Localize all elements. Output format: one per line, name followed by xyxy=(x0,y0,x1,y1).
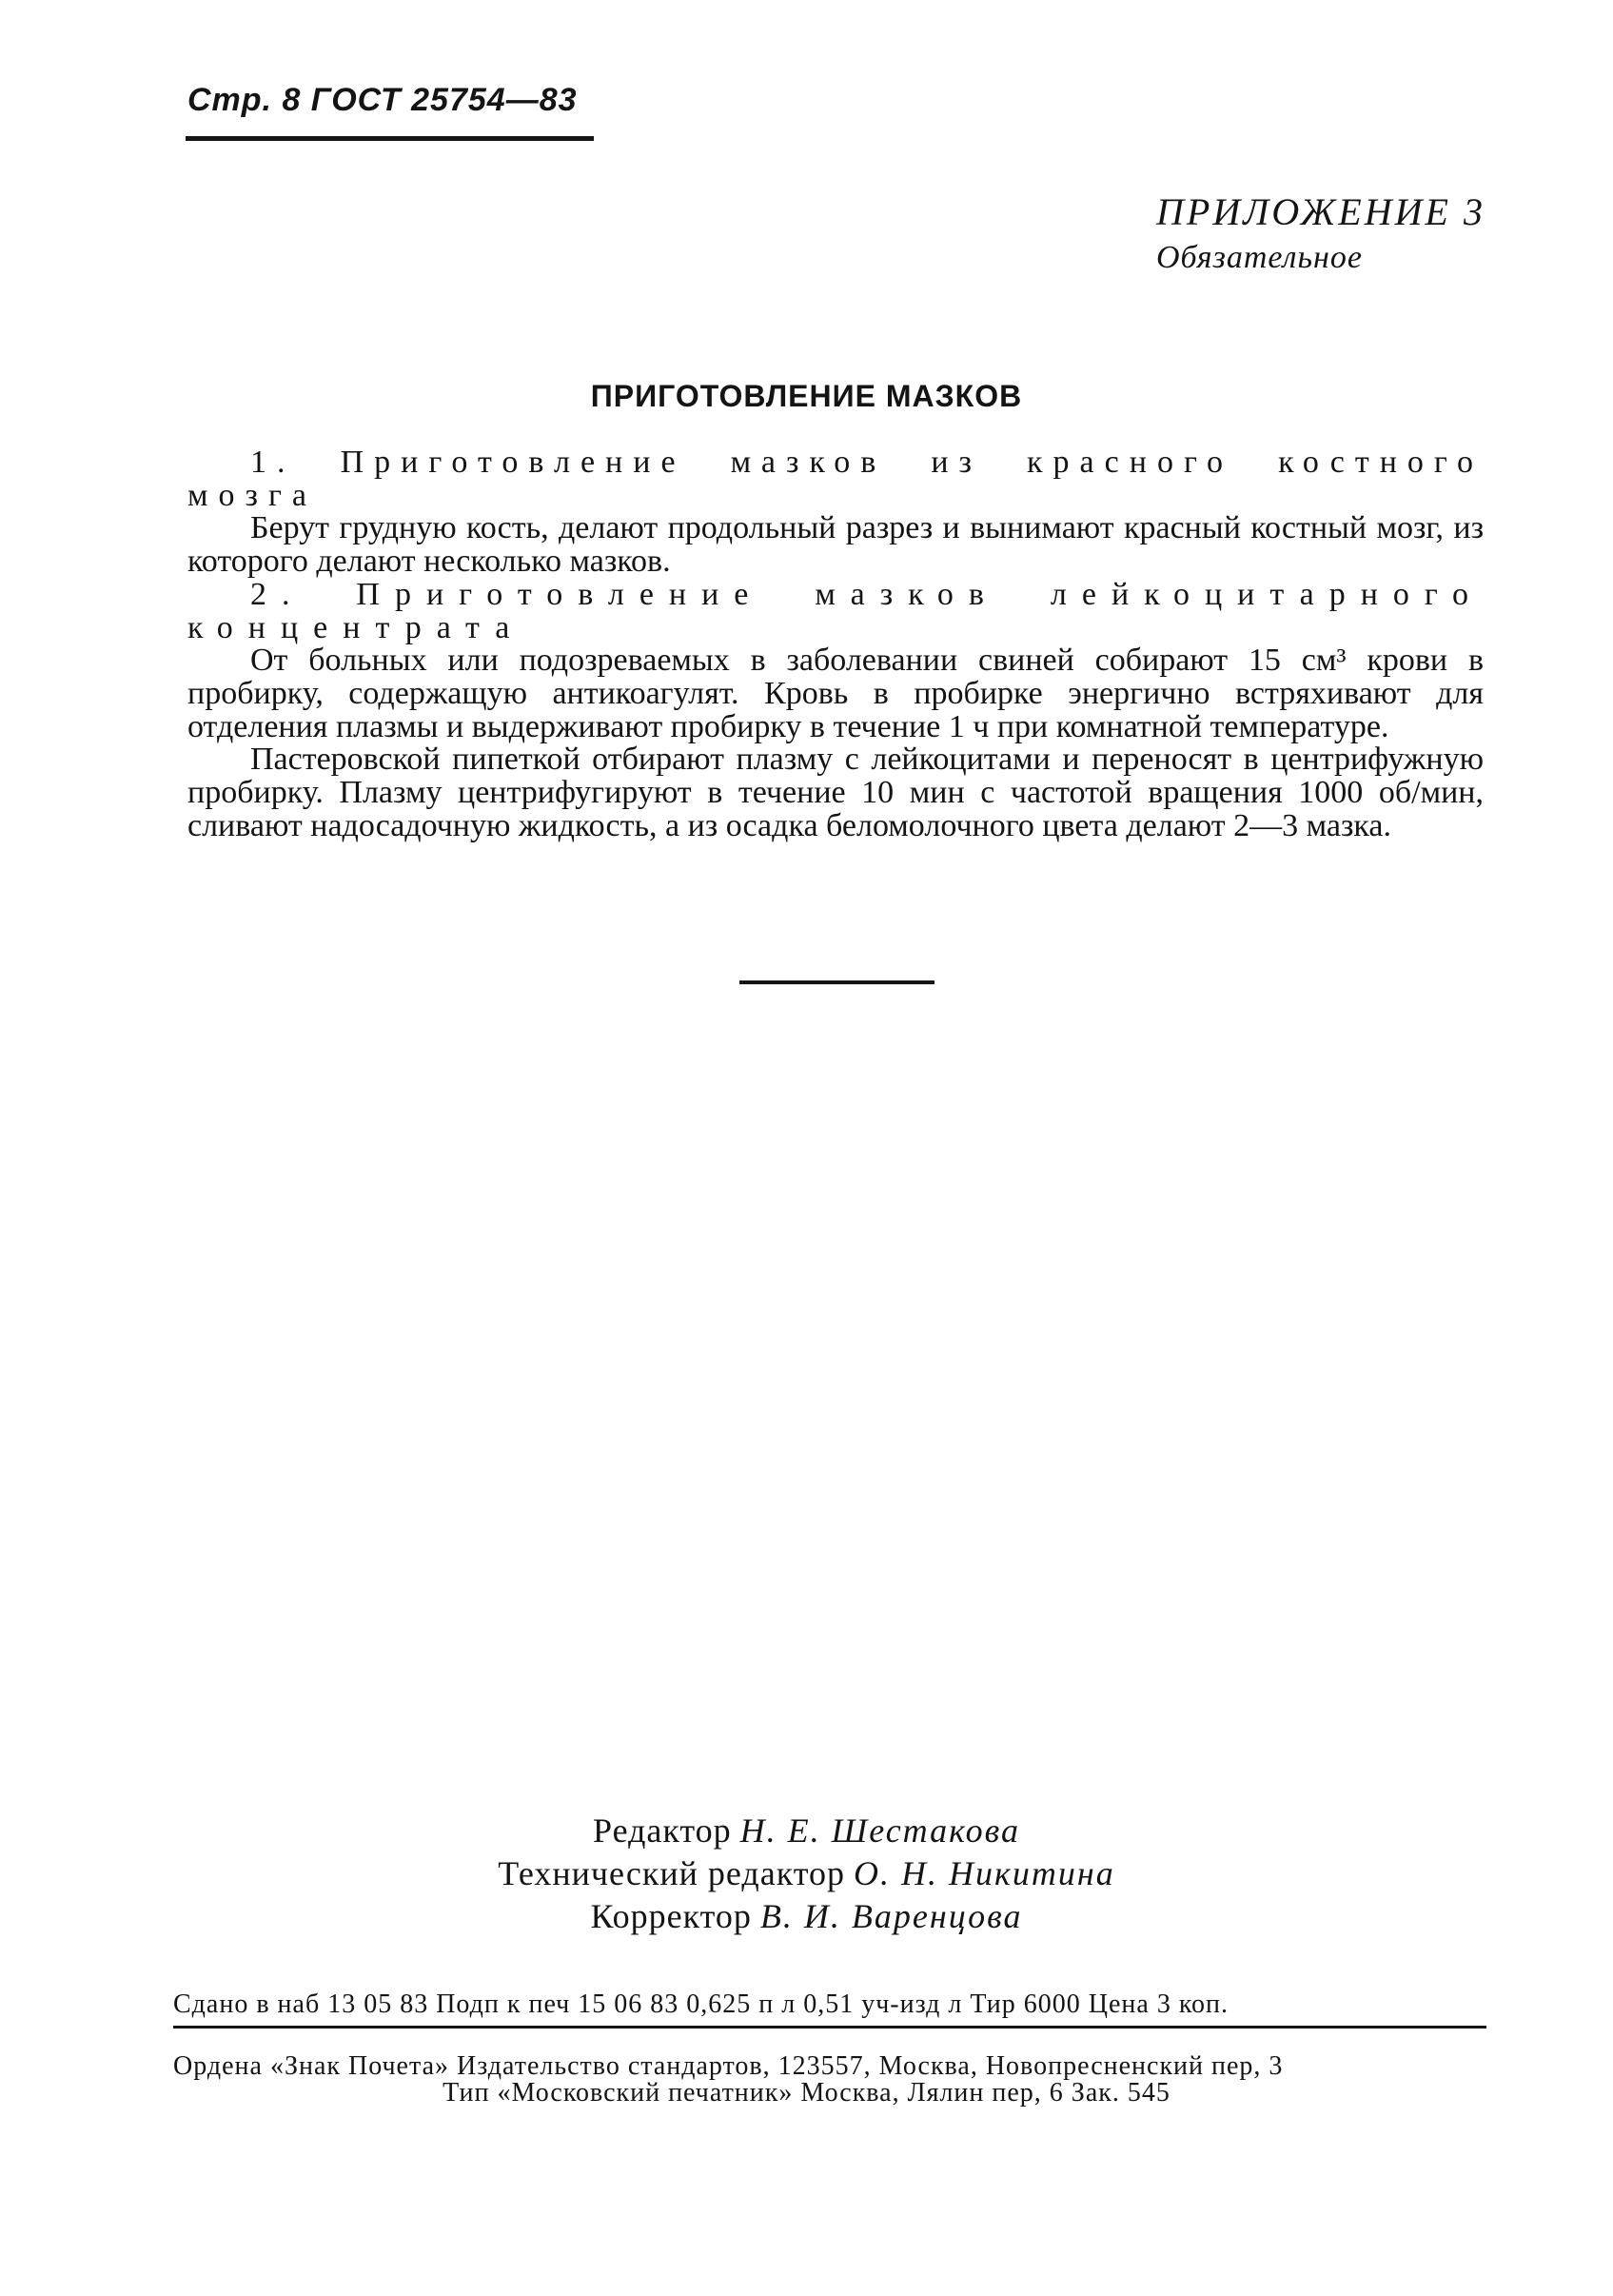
paragraph-1: От больных или подозреваемых в заболевании свиней собирают 15 см³ крови в пробирку, содержащую антикоагулят. Кровь в пробирке энергично встряхивают для отделения плазмы и выдерживают пробирку в течение 1 ч при комнатной температуре. xyxy=(187,643,1484,744)
item-1-text: Берут грудную кость, делают продольный разрез и вынимают красный костный мозг, из которого делают несколько мазков. xyxy=(187,510,1484,580)
tech-editor-role: Технический редактор xyxy=(498,1854,845,1892)
corrector-role: Корректор xyxy=(590,1897,752,1935)
appendix-title: ПРИЛОЖЕНИЕ 3 xyxy=(1156,190,1485,233)
corrector-name: В. И. Варенцова xyxy=(759,1897,1023,1935)
corrector-line xyxy=(0,1896,1613,1936)
body-text xyxy=(187,446,1484,842)
appendix-note: Обязательное xyxy=(1156,240,1363,275)
editor-role: Редактор xyxy=(593,1811,732,1850)
colophon-line-2: Ордена «Знак Почета» Издательство стандартов, 123557, Москва, Новопресненский пер, 3 xyxy=(173,2051,1284,2081)
editor-name: Н. Е. Шестакова xyxy=(739,1811,1020,1850)
header-rule xyxy=(186,136,594,141)
item-2-title: 2. Приготовление мазков лейкоцитарного концентрата xyxy=(187,576,1484,645)
section-divider xyxy=(739,980,934,984)
item-1-title: 1. Приготовление мазков из красного костного мозга xyxy=(187,445,1484,513)
running-head: Стр. 8 ГОСТ 25754—83 xyxy=(187,82,578,118)
colophon-line-1: Сдано в наб 13 05 83 Подп к печ 15 06 83 0,625 п л 0,51 уч-изд л Тир 6000 Цена 3 коп. xyxy=(173,1989,1229,2019)
section-heading: ПРИГОТОВЛЕНИЕ МАЗКОВ xyxy=(590,379,1023,413)
paragraph-2: Пастеровской пипеткой отбирают плазму с лейкоцитами и переносят в центрифужную пробирку. Плазму центрифугируют в течение 10 мин с частотой вращения 1000 об/мин, сливают надосадочную жидкость, а из осадка беломолочного цвета делают 2—3 мазка. xyxy=(187,742,1484,843)
tech-editor-name: О. Н. Никитина xyxy=(854,1854,1115,1892)
editor-line xyxy=(0,1811,1613,1851)
colophon-line-3: Тип «Московский печатник» Москва, Лялин пер, 6 Зак. 545 xyxy=(443,2078,1170,2108)
tech-editor-line xyxy=(0,1853,1613,1893)
colophon-rule xyxy=(173,2026,1486,2029)
